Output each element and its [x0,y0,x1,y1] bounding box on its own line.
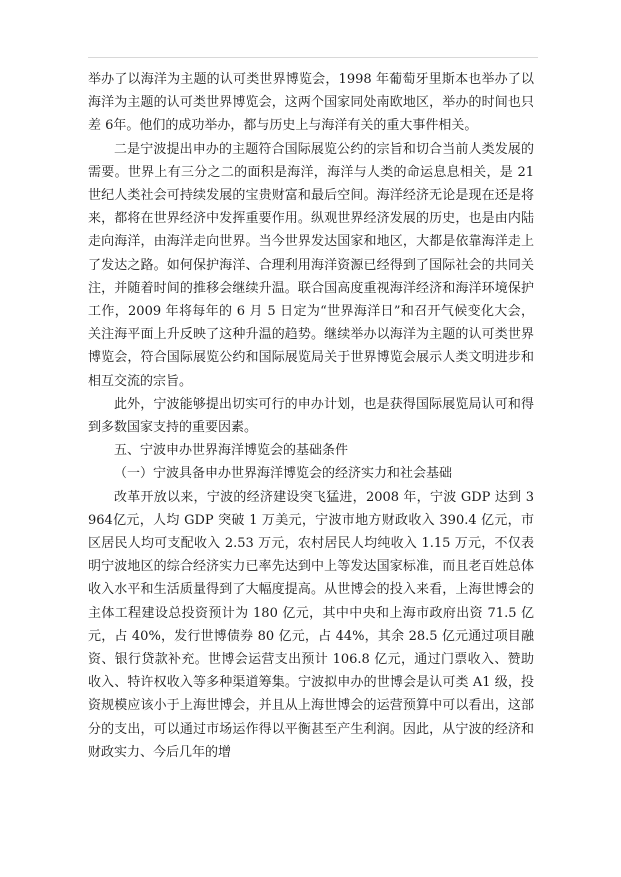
paragraph-economic-strength: 改革开放以来，宁波的经济建设突飞猛进，2008 年，宁波 GDP 达到 3964亿元，人均 GDP 突破 1 万美元，宁波市地方财政收入 390.4 亿元，市区居民人均可支配收入 2.53 万元，农村居民人均纯收入 1.15 万元，不仅表明宁波地区的综合经济实力已率先达到中上等发达国家标准，而且老百姓总体收入水平和生活质量得到了大幅度提高。从世博会的投入来看，上海世博会的主体工程建设总投资预计为 180 亿元，其中中央和上海市政府出资 71.5 亿元，占 40%，发行世博债券 80 亿元，占 44%，其余 28.5 亿元通过项目融资、银行贷款补充。世博会运营支出预计 106.8 亿元，通过门票收入、赞助收入、特许权收入等多种渠道筹集。宁波拟申办的世博会是认可类 A1 级，投资规模应该小于上海世博会，并且从上海世博会的运营预算中可以看出，这部分的支出，可以通过市场运作得以平衡甚至产生利润。因此，从宁波的经济和财政实力、今后几年的增 [88,489,534,760]
subsection-heading: （一）宁波具备申办世界海洋博览会的经济实力和社会基础 [114,466,453,482]
paragraph-continuation: 举办了以海洋为主题的认可类世界博览会，1998 年葡萄牙里斯本也举办了以海洋为主题的认可类世界博览会，这两个国家同处南欧地区，举办的时间也只差 6年。他们的成功举办，都与历史上与海洋有关的重大事件相关。 [88,72,534,134]
paragraph-feasible-plan: 此外，宁波能够提出切实可行的申办计划，也是获得国际展览局认可和得到多数国家支持的重要因素。 [88,396,534,436]
section-heading: 五、宁波申办世界海洋博览会的基础条件 [114,443,349,459]
paragraph-theme-reason: 二是宁波提出申办的主题符合国际展览公约的宗旨和切合当前人类发展的需要。世界上有三分之二的面积是海洋，海洋与人类的命运息息相关，是 21 世纪人类社会可持续发展的宝贵财富和最后空间。海洋经济无论是现在还是将来，都将在世界经济中发挥重要作用。纵观世界经济发展的历史，也是由内陆走向海洋，由海洋走向世界。当今世界发达国家和地区，大都是依靠海洋走上了发达之路。如何保护海洋、合理利用海洋资源已经得到了国际社会的共同关注，并随着时间的推移会继续升温。联合国高度重视海洋经济和海洋环境保护工作，2009 年将每年的 6 月 5 日定为“世界海洋日”和召开气候变化大会，关注海平面上升反映了这种升温的趋势。继续举办以海洋为主题的认可类世界博览会，符合国际展览公约和国际展览局关于世界博览会展示人类文明进步和相互交流的宗旨。 [88,141,534,389]
header-rule [88,57,538,58]
body-text [88,68,534,764]
